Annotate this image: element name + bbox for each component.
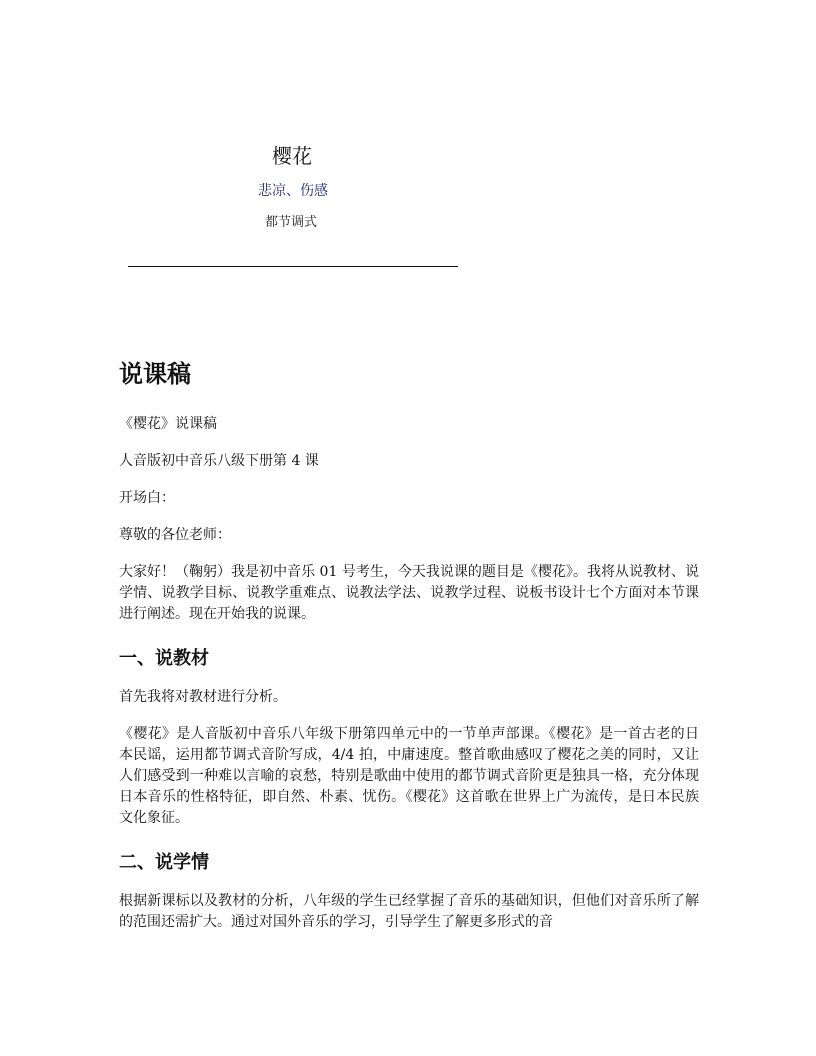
paragraph-textbook-info: 人音版初中音乐八级下册第 4 课 <box>119 453 319 469</box>
paragraph-opening-label: 开场白： <box>119 490 175 506</box>
paragraph-introduction: 大家好！（鞠躬）我是初中音乐 01 号考生，今天我说课的题目是《樱花》。我将从说教材、说学情、说教学目标、说教学重难点、说教法学法、说教学过程、说板书设计七个方面对本节课进行阐述。现在开始我的说课。 <box>119 564 699 622</box>
paragraph-textbook-analysis-intro: 首先我将对教材进行分析。 <box>119 689 287 705</box>
header-divider <box>128 266 458 267</box>
document-body <box>119 356 699 949</box>
paragraph-student-analysis: 根据新课标以及教材的分析，八年级的学生已经掌握了音乐的基础知识，但他们对音乐所了解的范围还需扩大。通过对国外音乐的学习，引导学生了解更多形式的音 <box>119 893 699 930</box>
section-heading-students: 二、说学情 <box>119 852 209 873</box>
paragraph-greeting: 尊敬的各位老师： <box>119 527 231 543</box>
paragraph-lesson-title: 《樱花》说课稿 <box>119 416 217 432</box>
document-title: 说课稿 <box>119 359 191 388</box>
paragraph-textbook-analysis: 《樱花》是人音版初中音乐八年级下册第四单元中的一节单声部课。《樱花》是一首古老的日本民谣，运用都节调式音阶写成，4/4 拍，中庸速度。整首歌曲感叹了樱花之美的同时，又让人们感受到一种难以言喻的哀愁，特别是歌曲中使用的都节调式音阶更是独具一格，充分体现日本音乐的性格特征，即自然、朴素、忧伤。《樱花》这首歌在世界上广为流传，是日本民族文化象征。 <box>119 726 699 826</box>
song-title: 樱花 <box>272 144 312 168</box>
mood-label: 悲凉、伤感 <box>258 183 328 199</box>
section-heading-textbook: 一、说教材 <box>119 648 209 669</box>
mode-label: 都节调式 <box>265 215 318 230</box>
